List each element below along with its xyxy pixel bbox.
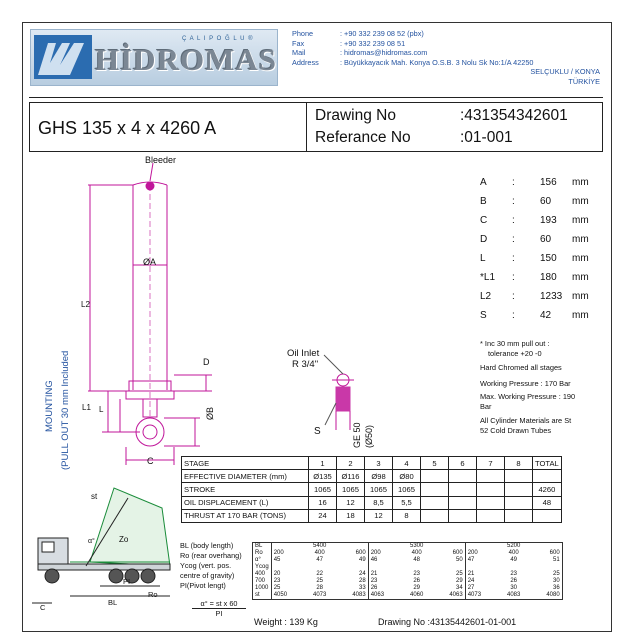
spec-key: L2 — [480, 291, 492, 302]
pull-out-label: (PULL OUT 30 mm Included — [60, 350, 71, 470]
spec-value: 150 — [540, 253, 557, 264]
spec-unit: mm — [572, 291, 589, 302]
truck-wheel-icon — [45, 569, 59, 583]
formula — [192, 599, 246, 618]
spec-value: 156 — [540, 177, 557, 188]
note-chromed: Hard Chromed all stages — [480, 363, 562, 372]
contact-label: Address — [292, 57, 319, 67]
reference-no-value: :01-001 — [460, 129, 513, 146]
dim-l1-label: L1 — [82, 403, 91, 412]
truck-wheel-icon — [141, 569, 155, 583]
spec-unit: mm — [572, 177, 589, 188]
contact-labels — [292, 29, 319, 67]
address-continuation — [530, 67, 600, 86]
hidromas-emblem-icon — [34, 35, 92, 79]
dim-d-label: D — [203, 357, 210, 367]
table-group: 5300 200 400 600 46 48 50 21 23 25 23 26 29 26 29 34 4063 4060 4063 — [368, 543, 465, 600]
contact-phone: : +90 332 239 08 52 (pbx) — [340, 29, 424, 38]
table-group: 5400 200 400 600 45 47 49 20 22 24 23 25 28 25 28 33 4050 4073 4083 — [271, 543, 368, 600]
table-header-row: STAGE 1 2 3 4 5 6 7 8 TOTAL — [182, 457, 562, 470]
model-cell — [30, 103, 307, 151]
weight-label: Weight : 139 Kg — [254, 617, 318, 627]
bleeder-label: Bleeder — [145, 155, 177, 165]
truck-legend — [180, 541, 242, 591]
spec-unit: mm — [572, 253, 589, 264]
dim-l2-label: L2 — [81, 300, 90, 309]
dim-b-label: ØB — [205, 406, 215, 420]
dim-c-label: C — [147, 456, 154, 466]
note-working-pressure: Working Pressure : 170 Bar — [480, 379, 571, 388]
dim-s-label: S — [314, 426, 321, 437]
truck-wheel-icon — [109, 569, 123, 583]
contact-label: Mail — [292, 48, 306, 58]
table-header-cell: STAGE — [182, 457, 309, 470]
contact-values — [340, 29, 533, 67]
spec-value: 60 — [540, 234, 552, 245]
dim-a-label: ØA — [143, 257, 157, 267]
model-title: GHS 135 x 4 x 4260 A — [38, 118, 217, 138]
note-tolerance: tolerance +20 -0 — [488, 349, 542, 358]
tipping-body — [90, 488, 170, 566]
brand-name: HİDROMAS — [95, 42, 277, 77]
contact-label: Phone — [292, 29, 314, 38]
spec-unit: mm — [572, 272, 589, 283]
formula-denominator: PI — [215, 609, 223, 618]
legend-line: Ycog (vert. pos. — [180, 561, 232, 570]
contact-mail[interactable]: : hidromas@hidromas.com — [340, 48, 428, 58]
footer-drawing-no: Drawing No :43135442601-01-001 — [378, 617, 517, 627]
title-block — [29, 102, 603, 152]
spec-key: *L1 — [480, 272, 496, 283]
company-logo — [30, 29, 278, 86]
brand-subtitle: Ç A L I P O Ğ L U ® — [182, 36, 254, 42]
legend-line: centre of gravity) — [180, 571, 235, 580]
side-view-detail — [324, 355, 360, 430]
spec-unit: mm — [572, 310, 589, 321]
mounting-label: MOUNTING — [44, 380, 55, 432]
address-country: TÜRKİYE — [568, 76, 600, 86]
note-pull-out: * Inc 30 mm pull out : — [480, 339, 550, 348]
spec-unit: mm — [572, 215, 589, 226]
table-group: 5200 200 400 600 47 49 51 21 23 25 24 26 30 27 30 36 4073 4083 4080 — [465, 543, 562, 600]
truck-c-label: C — [40, 603, 46, 612]
reference-no-label: Referance No — [315, 129, 411, 146]
truck-alpha-label: α° — [88, 538, 95, 545]
drawing-no-value: :431354342601 — [460, 107, 568, 124]
spec-value: 1233 — [540, 291, 563, 302]
formula-numerator: α° = st x 60 — [192, 599, 246, 609]
spec-key: A — [480, 177, 487, 188]
spec-unit: mm — [572, 196, 589, 207]
spec-value: 60 — [540, 196, 552, 207]
note-materials-2: 52 Cold Drawn Tubes — [480, 426, 552, 435]
contact-address: : Büyükkayacık Mah. Konya O.S.B. 3 Nolu Sk No:1/A 42250 — [340, 57, 534, 67]
spec-key: B — [480, 196, 487, 207]
table-row: THRUST AT 170 BAR (TONS) 24 18 12 8 — [182, 509, 562, 522]
stage-table — [181, 456, 562, 523]
contact-fax: : +90 332 239 08 51 — [340, 38, 406, 48]
spec-value: 193 — [540, 215, 557, 226]
truck-pi-label: PI — [123, 577, 131, 586]
spec-unit: mm — [572, 234, 589, 245]
spec-key: S — [480, 310, 487, 321]
oil-inlet-label: Oil Inlet — [287, 348, 320, 359]
address-city: SELÇUKLU / KONYA — [530, 67, 600, 76]
table-row — [253, 543, 563, 600]
legend-line: BL (body length) — [180, 541, 234, 550]
spec-key: D — [480, 234, 488, 245]
contact-label: Fax — [292, 38, 305, 48]
table-label: BL Ro α° Ycog 400 700 1000 st — [253, 543, 272, 600]
cylinder-drawing — [40, 155, 360, 475]
angle-table — [252, 542, 563, 600]
drawing-no-label: Drawing No — [315, 107, 396, 124]
bottom-eye-outer — [136, 418, 164, 446]
truck-zo-label: Zo — [119, 535, 129, 544]
oil-thread-label: R 3/4" — [292, 359, 319, 370]
dim-l-label: L — [99, 405, 104, 414]
legend-line: Ro (rear overhang) — [180, 551, 242, 560]
ge-label: GE 50 — [352, 422, 362, 448]
note-materials: All Cylinder Materials are St — [480, 416, 572, 425]
note-max-pressure: Max. Working Pressure : 190 — [480, 392, 576, 401]
note-max-pressure-unit: Bar — [480, 402, 492, 411]
notes-block — [480, 339, 595, 436]
table-row: STROKE 1065 1065 1065 1065 4260 — [182, 483, 562, 496]
spec-value: 42 — [540, 310, 552, 321]
ge-dia-label: (Ø50) — [364, 424, 374, 448]
bottom-eye-inner — [143, 425, 157, 439]
spec-key: C — [480, 215, 488, 226]
spec-key: L — [480, 253, 486, 264]
truck-ro-label: Ro — [148, 590, 158, 599]
truck-st-label: st — [91, 492, 98, 501]
table-row: OIL DISPLACEMENT (L) 16 12 8,5 5,5 48 — [182, 496, 562, 509]
table-row: EFFECTIVE DIAMETER (mm) Ø135 Ø116 Ø98 Ø80 — [182, 470, 562, 483]
spec-value: 180 — [540, 272, 557, 283]
legend-line: PI(Pivot lengt) — [180, 581, 226, 590]
truck-bl-label: BL — [108, 598, 118, 607]
header-divider — [29, 97, 603, 98]
